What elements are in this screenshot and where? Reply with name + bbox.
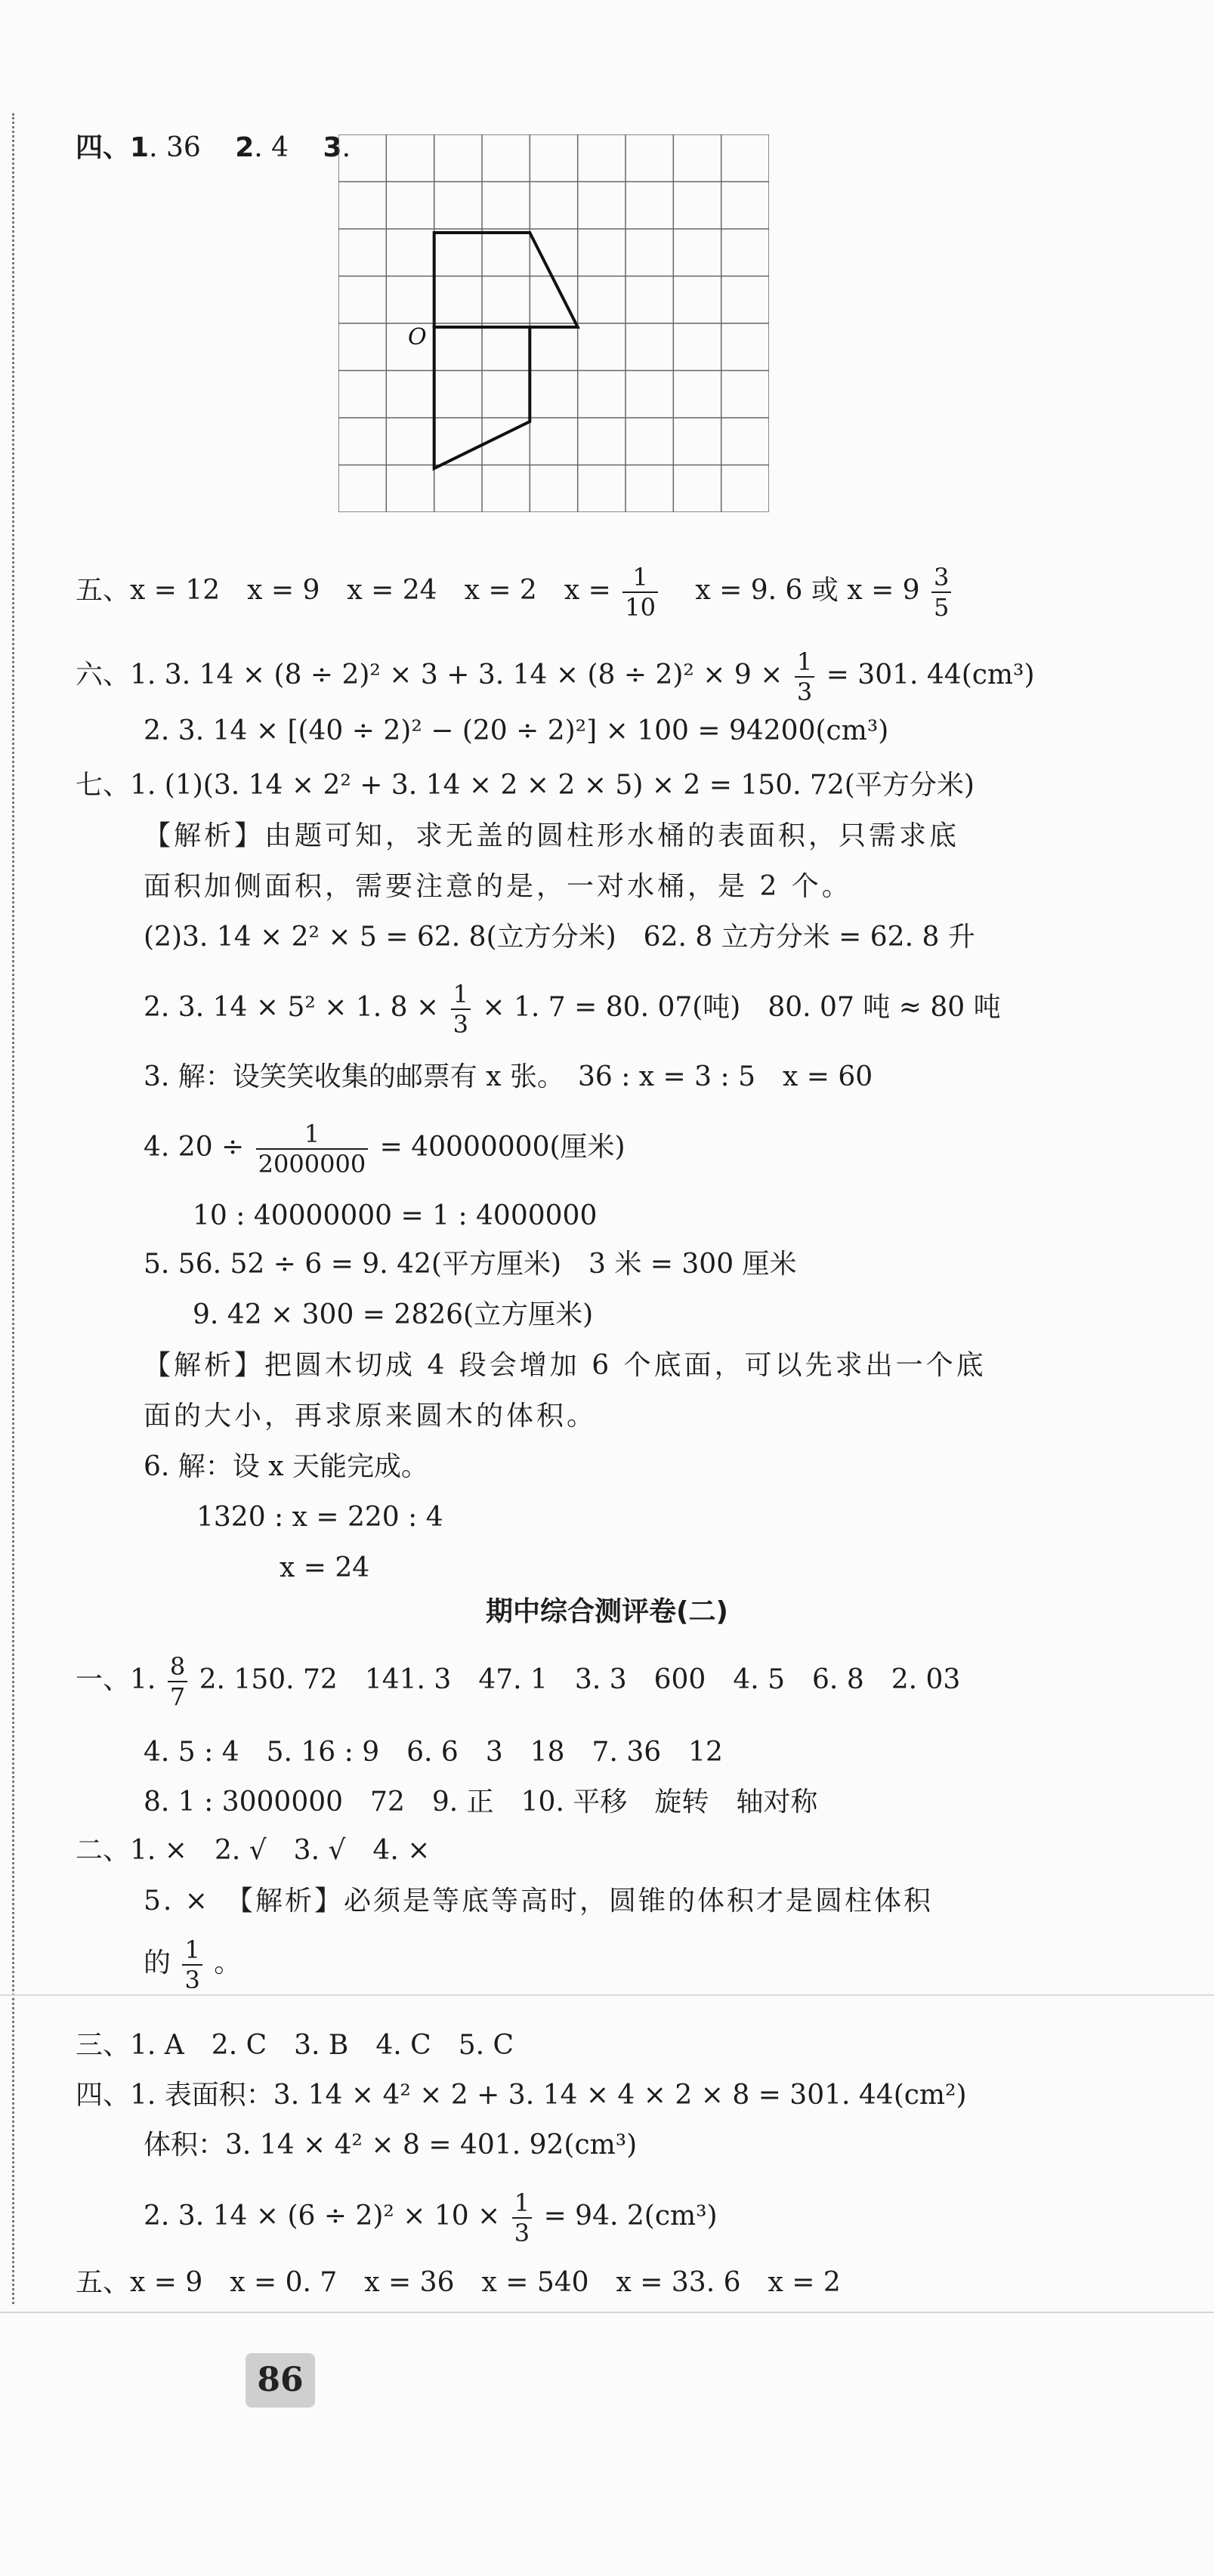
answer-line-7-5-2: 9. 42 × 300 = 2826(立方厘米) (193, 1299, 594, 1330)
answer-line-1-1: 一、1. $\frac{8}{7}$ 2. 150. 72 141. 3 47. 1 3. 3 600 4. 5 6. 8 2. 03 (76, 1652, 961, 1711)
answer-line-7-4-2: 10 : 40000000 = 1 : 4000000 (193, 1200, 598, 1231)
answer-line-1-4: 4. 5 : 4 5. 16 : 9 6. 6 3 18 7. 36 12 (144, 1737, 723, 1768)
fraction: $\frac{1}{3}$ (451, 982, 471, 1036)
section-number: 四、 (76, 132, 131, 163)
answer-line-7-6-2: 1320 : x = 220 : 4 (196, 1502, 443, 1533)
answer-line-7-1-2: (2)3. 14 × 2² × 5 = 62. 8(立方分米) 62. 8 立方分米 = 62. 8 升 (144, 922, 975, 953)
answer-line-7-4: 4. 20 ÷ $\frac{1}{2000000}$ = 40000000(厘米) (144, 1120, 626, 1178)
divider (0, 1994, 1214, 1996)
answer-line-3: 三、1. A 2. C 3. B 4. C 5. C (76, 2030, 514, 2061)
analysis-line: 【解析】由题可知，求无盖的圆柱形水桶的表面积，只需求底 (144, 820, 960, 851)
answer-line-2-5: 5. × 【解析】必须是等底等高时，圆锥的体积才是圆柱体积 (144, 1886, 933, 1917)
answer-line-7-6-3: x = 24 (280, 1552, 370, 1583)
fraction: $\frac{1}{3}$ (512, 2191, 532, 2245)
analysis-line: 【解析】把圆木切成 4 段会增加 6 个底面，可以先求出一个底 (144, 1350, 987, 1381)
grid-figure (338, 134, 769, 512)
answer-line-7-6: 6. 解：设 x 天能完成。 (144, 1451, 428, 1482)
answer-line-2-1: 二、1. × 2. √ 3. √ 4. × (76, 1835, 431, 1866)
answer-line-7-3: 3. 解：设笑笑收集的邮票有 x 张。 36 : x = 3 : 5 x = 60 (144, 1061, 873, 1092)
answer-line-7-2: 2. 3. 14 × 5² × 1. 8 × $\frac{1}{3}$ × 1. 7 = 80. 07(吨) 80. 07 吨 ≈ 80 吨 (144, 980, 1001, 1039)
binding-margin-line (12, 113, 14, 2304)
answer-line-2-5-2: 的 $\frac{1}{3}$ 。 (144, 1935, 242, 1994)
analysis-line: 面积加侧面积，需要注意的是，一对水桶，是 2 个。 (144, 871, 852, 902)
original-shape (434, 233, 578, 327)
fraction: $\frac{3}{5}$ (931, 565, 951, 619)
answer-line-6-2: 2. 3. 14 × [(40 ÷ 2)² − (20 ÷ 2)²] × 100 = 94200(cm³) (144, 715, 889, 746)
answer-line-4-1: 四、1. 表面积：3. 14 × 4² × 2 + 3. 14 × 4 × 2 × 8 = 301. 44(cm²) (76, 2080, 967, 2111)
fraction: $\frac{1}{10}$ (622, 565, 658, 619)
fraction: $\frac{1}{3}$ (182, 1938, 202, 1992)
analysis-line: 面的大小，再求原来圆木的体积。 (144, 1401, 598, 1432)
page-number: 86 (246, 2353, 315, 2408)
answer-line-4: 四、1. 36 2. 4 3. (76, 132, 351, 163)
answer-line-1-8: 8. 1 : 3000000 72 9. 正 10. 平移 旋转 轴对称 (144, 1787, 818, 1818)
fraction: $\frac{1}{3}$ (795, 650, 814, 704)
origin-label: O (408, 324, 427, 351)
section-title: 期中综合测评卷(二) (486, 1596, 728, 1627)
fraction: $\frac{1}{2000000}$ (256, 1122, 369, 1176)
answer-line-4-1-2: 体积：3. 14 × 4² × 8 = 401. 92(cm³) (144, 2130, 638, 2161)
fraction: $\frac{8}{7}$ (168, 1654, 187, 1709)
answer-line-5-final: 五、x = 9 x = 0. 7 x = 36 x = 540 x = 33. 6 x = 2 (76, 2267, 841, 2298)
divider (0, 2312, 1214, 2313)
answer-line-7-1: 七、1. (1)(3. 14 × 2² + 3. 14 × 2 × 2 × 5) × 2 = 150. 72(平方分米) (76, 770, 975, 801)
answer-line-5: 五、x = 12 x = 9 x = 24 x = 2 x = $\frac{1}{10}$ x = 9. 6 或 x = 9 $\frac{3}{5}$ (76, 565, 954, 619)
answer-line-6-1: 六、1. 3. 14 × (8 ÷ 2)² × 3 + 3. 14 × (8 ÷ 2)² × 9 × $\frac{1}{3}$ = 301. 44(cm³) (76, 647, 1035, 706)
answer-line-4-2: 2. 3. 14 × (6 ÷ 2)² × 10 × $\frac{1}{3}$ = 94. 2(cm³) (144, 2188, 718, 2247)
answer-line-7-5: 5. 56. 52 ÷ 6 = 9. 42(平方厘米) 3 米 = 300 厘米 (144, 1249, 797, 1280)
